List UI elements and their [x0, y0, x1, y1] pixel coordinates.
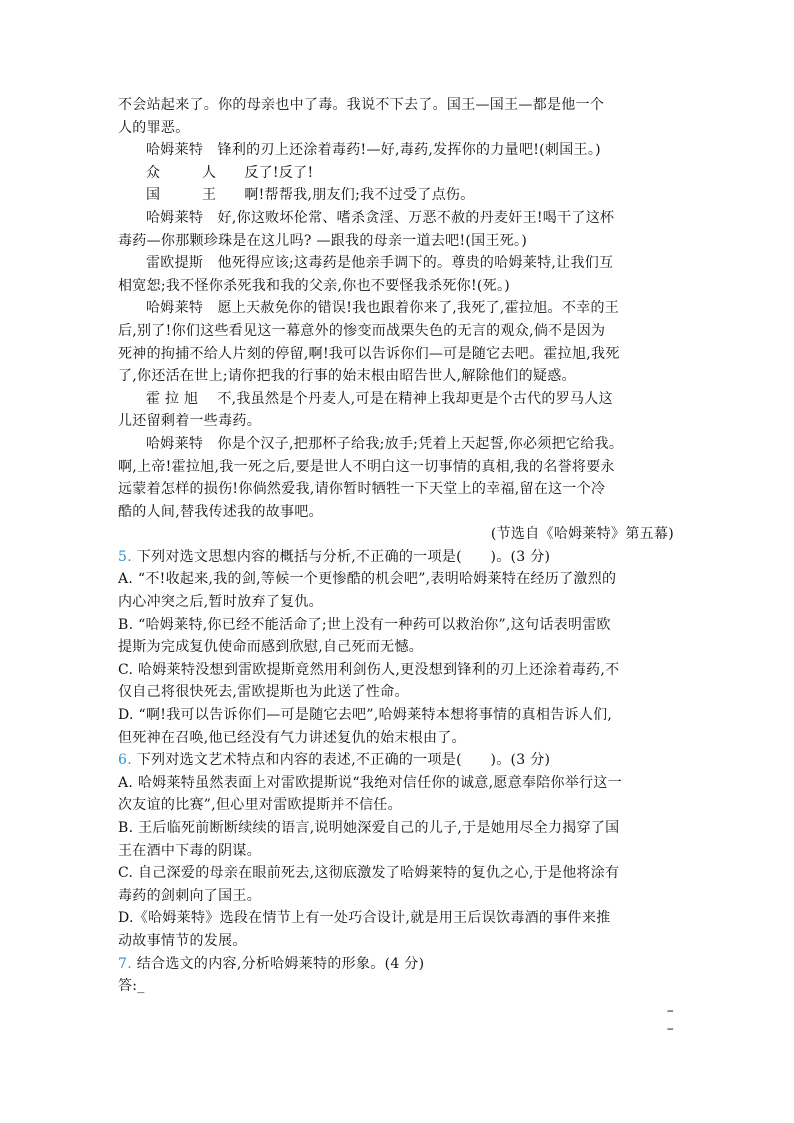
- answer-dash-1: –: [666, 1002, 674, 1019]
- answer-blank[interactable]: _: [137, 978, 145, 995]
- option-line: 仅自己将很快死去,雷欧提斯也为此送了性命。: [118, 684, 409, 701]
- option-line: 次友谊的比赛”,但心里对雷欧提斯并不信任。: [118, 797, 402, 814]
- option-line: B. “哈姆莱特,你已经不能活命了;世上没有一种药可以救治你”,这句话表明雷欧: [118, 616, 611, 633]
- answer-area: [118, 975, 674, 1043]
- passage-line: [118, 207, 674, 230]
- line-text: 愿上天赦免你的错误!我也跟着你来了,我死了,霍拉旭。不幸的王: [217, 300, 620, 317]
- question-7: [118, 953, 674, 976]
- speaker-name: 哈姆莱特: [146, 300, 204, 317]
- passage-line: [118, 117, 674, 140]
- question-stem: [118, 546, 674, 569]
- passage-line: [118, 162, 674, 185]
- passage-line: [118, 365, 674, 388]
- option-D[interactable]: [118, 907, 674, 952]
- option-line: 但死神在召唤,他已经没有气力讲述复仇的始末根由了。: [118, 729, 466, 746]
- passage: [118, 94, 674, 523]
- question-stem-text: 下列对选文艺术特点和内容的表述,不正确的一项是( )。(3 分): [136, 752, 551, 769]
- questions: [118, 546, 674, 975]
- passage-line: [118, 343, 674, 366]
- line-text: 不会站起来了。你的母亲也中了毒。我说不下去了。国王—国王—都是他一个: [118, 97, 605, 113]
- answer-line[interactable]: [118, 975, 674, 998]
- question-6: [118, 749, 674, 952]
- answer-label: 答:: [118, 978, 138, 995]
- line-text: 他死得应该;这毒药是他亲手调下的。尊贵的哈姆莱特,让我们互: [217, 255, 614, 272]
- line-text: 死神的拘捕不给人片刻的停留,啊!我可以告诉你们—可是随它去吧。霍拉旭,我死: [118, 345, 620, 362]
- question-number: 7.: [118, 955, 132, 972]
- answer-row-3: [118, 1020, 674, 1043]
- line-text: 儿还留剩着一些毒药。: [118, 413, 261, 430]
- passage-line: [118, 230, 674, 253]
- line-text: 啊,上帝!霍拉旭,我一死之后,要是世人不明白这一切事情的真相,我的名誉将要永: [118, 458, 615, 475]
- line-text: 啊!帮帮我,朋友们;我不过受了点伤。: [244, 187, 475, 204]
- passage-line: [118, 297, 674, 320]
- question-number: 6.: [118, 752, 132, 769]
- option-line: 毒药的剑刺向了国王。: [118, 887, 261, 904]
- question-stem-text: 结合选文的内容,分析哈姆莱特的形象。(4 分): [136, 955, 425, 972]
- option-A[interactable]: [118, 568, 674, 613]
- option-line: 提斯为完成复仇使命而感到欣慰,自己死而无憾。: [118, 639, 424, 656]
- speaker-name: 哈姆莱特: [146, 142, 204, 159]
- passage-line: [118, 275, 674, 298]
- line-text: 锋利的刃上还涂着毒药!—好,毒药,发挥你的力量吧!(刺国王。): [217, 142, 601, 159]
- passage-line: [118, 410, 674, 433]
- answer-row-2: [118, 998, 674, 1021]
- line-text: 人的罪恶。: [118, 119, 190, 136]
- speaker-name: 国 王: [146, 187, 230, 204]
- speaker-name: 霍拉旭: [146, 390, 203, 407]
- option-line: C. 自己深爱的母亲在眼前死去,这彻底激发了哈姆莱特的复仇之心,于是他将涂有: [118, 865, 620, 882]
- line-text: 远蒙着怎样的损伤!你倘然爱我,请你暂时牺牲一下天堂上的幸福,留在这一个冷: [118, 481, 606, 498]
- passage-line: [118, 252, 674, 275]
- passage-line: [118, 94, 674, 117]
- passage-line: [118, 501, 674, 524]
- option-line: 王在酒中下毒的阴谋。: [118, 842, 261, 859]
- option-D[interactable]: [118, 704, 674, 749]
- speaker-name: 哈姆莱特: [146, 435, 204, 452]
- question-stem-text: 下列对选文思想内容的概括与分析,不正确的一项是( )。(3 分): [136, 548, 551, 565]
- line-text: 相宽恕;我不怪你杀死我和我的父亲,你也不要怪我杀死你!(死。): [118, 277, 511, 294]
- option-line: D.《哈姆莱特》选段在情节上有一处巧合设计,就是用王后误饮毒酒的事件来推: [118, 910, 611, 927]
- passage-line: [118, 139, 674, 162]
- option-line: C. 哈姆莱特没想到雷欧提斯竟然用利剑伤人,更没想到锋利的刃上还涂着毒药,不: [118, 661, 620, 678]
- passage-line: [118, 320, 674, 343]
- line-text: 反了!反了!: [244, 164, 314, 181]
- option-line: A. “不!收起来,我的剑,等候一个更惨酷的机会吧”,表明哈姆莱特在经历了激烈的: [118, 571, 617, 588]
- option-C[interactable]: [118, 659, 674, 704]
- option-B[interactable]: [118, 614, 674, 659]
- speaker-name: 哈姆莱特: [146, 209, 204, 226]
- option-line: 内心冲突之后,暂时放弃了复仇。: [118, 594, 323, 611]
- question-number: 5.: [118, 548, 132, 565]
- passage-line: [118, 184, 674, 207]
- exam-page: [118, 94, 674, 1043]
- option-line: D. “啊!我可以告诉你们—可是随它去吧”,哈姆莱特本想将事情的真相告诉人们,: [118, 707, 613, 724]
- line-text: 后,别了!你们这些看见这一幕意外的惨变而战栗失色的无言的观众,倘不是因为: [118, 322, 606, 339]
- option-B[interactable]: [118, 817, 674, 862]
- line-text: 毒药—你那颗珍珠是在这儿吗? —跟我的母亲一道去吧!(国王死。): [118, 232, 528, 249]
- passage-line: [118, 388, 674, 411]
- line-text: 你是个汉子,把那杯子给我;放手;凭着上天起誓,你必须把它给我。: [217, 435, 624, 452]
- speaker-name: 雷欧提斯: [146, 255, 204, 272]
- passage-line: [118, 478, 674, 501]
- passage-line: [118, 456, 674, 479]
- line-text: 酷的人间,替我传述我的故事吧。: [118, 503, 323, 520]
- passage-line: [118, 433, 674, 456]
- passage-source: (节选自《哈姆莱特》第五幕): [490, 526, 674, 543]
- speaker-name: 众 人: [146, 164, 230, 181]
- option-line: A. 哈姆莱特虽然表面上对雷欧提斯说“我绝对信任你的诚意,愿意奉陪你举行这一: [118, 774, 623, 791]
- answer-dash-2: –: [666, 1021, 674, 1038]
- option-line: B. 王后临死前断断续续的语言,说明她深爱自己的儿子,于是她用尽全力揭穿了国: [118, 820, 620, 836]
- question-stem: [118, 749, 674, 772]
- question-5: [118, 546, 674, 749]
- question-stem: [118, 953, 674, 976]
- line-text: 了,你还活在世上;请你把我的行事的始末根由昭告世人,解除他们的疑惑。: [118, 368, 576, 385]
- option-A[interactable]: [118, 772, 674, 817]
- option-line: 动故事情节的发展。: [118, 932, 247, 949]
- line-text: 好,你这败坏伦常、嗜杀贪淫、万恶不赦的丹麦奸王!喝干了这杯: [217, 209, 615, 226]
- option-C[interactable]: [118, 862, 674, 907]
- line-text: 不,我虽然是个丹麦人,可是在精神上我却更是个古代的罗马人这: [217, 390, 613, 407]
